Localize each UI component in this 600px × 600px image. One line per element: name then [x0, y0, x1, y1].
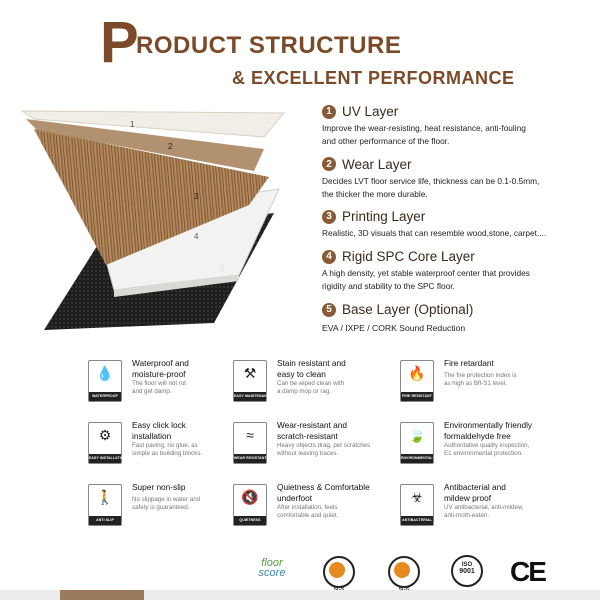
layer-description: A high density, yet stable waterproof center that provides rigidity and stability to the SPC floor. [322, 268, 530, 292]
feature-click-lock [88, 420, 248, 472]
feature-title: Quietness & Comfortable underfoot [277, 482, 370, 503]
feature-description: Can be wiped clean with a damp mop or rag. [277, 380, 345, 396]
page-subtitle: & EXCELLENT PERFORMANCE [232, 68, 515, 88]
page-title: RODUCT STRUCTURE [136, 32, 402, 59]
layer-diagram [14, 105, 314, 335]
page-header [100, 10, 570, 88]
water-drop-icon: 💧 WATERPROOF [88, 360, 122, 402]
ce-mark-logo: CE [510, 556, 545, 587]
diagram-label-3: 3 [194, 192, 199, 201]
sgs-logo [323, 556, 355, 588]
spray-bottle-icon: ⚒ EASY MAINTENANCE [233, 360, 267, 402]
layer-item [322, 249, 594, 293]
feature-title: Easy click lock installation [132, 420, 186, 441]
number-badge: 2 [322, 157, 336, 171]
feature-description: No slippage in water and safety is guaranteed. [132, 496, 201, 512]
feature-stain-resistant [233, 358, 393, 410]
number-badge: 1 [322, 105, 336, 119]
feature-eco-friendly [400, 420, 560, 472]
bottom-strip [0, 590, 600, 600]
feature-antibacterial [400, 482, 560, 534]
layer-item [322, 104, 594, 148]
feature-quietness [233, 482, 393, 534]
layer-title: Rigid SPC Core Layer [342, 249, 475, 265]
diagram-label-5: 5 [220, 264, 225, 273]
number-badge: 4 [322, 250, 336, 264]
layer-description: Improve the wear-resisting, heat resistance, anti-fouling and other performance of the floor. [322, 123, 526, 146]
click-lock-icon: ⚙ EASY INSTALLATION [88, 422, 122, 464]
feature-wear-resistant [233, 420, 393, 472]
layer-title: Base Layer (Optional) [342, 302, 474, 318]
flame-icon: 🔥 FIRE RESISTANT [400, 360, 434, 402]
feature-description: Fast paving, no glue, as simple as building blocks. [132, 442, 203, 458]
feature-description: UV antibacterial, anti-mildew, anti-moth-eaten. [444, 504, 524, 520]
certification-logos [0, 552, 600, 592]
layer-item [322, 302, 594, 335]
scratch-icon: ≈ WEAR RESISTANT [233, 422, 267, 464]
feature-title: Waterproof and moisture-proof [132, 358, 189, 379]
floorscore-logo: floor score [258, 557, 286, 580]
quiet-icon: 🔇 QUIETNESS [233, 484, 267, 526]
feature-title: Super non-slip [132, 482, 186, 492]
iso-9001-logo: ISO 9001 [451, 555, 483, 587]
sgs-logo [388, 556, 420, 588]
feature-title: Antibacterial and mildew proof [444, 482, 506, 503]
feature-description: Heavy objects drag, pet scratches without leaving traces. [277, 442, 371, 458]
layer-item [322, 209, 594, 240]
layer-descriptions [322, 104, 594, 344]
layer-title: UV Layer [342, 104, 399, 119]
feature-title: Environmentally friendly formaldehyde free [444, 420, 533, 441]
feature-description: Authoritative quality inspection, E1 environmental protection. [444, 442, 530, 458]
diagram-label-1: 1 [130, 120, 135, 129]
diagram-label-2: 2 [168, 142, 173, 151]
feature-title: Wear-resistant and scratch-resistant [277, 420, 347, 441]
feature-description: After installation, feels comfortable and quiet. [277, 504, 339, 520]
feature-description: The floor will not rot and get damp. [132, 380, 186, 396]
diagram-label-4: 4 [194, 232, 199, 241]
layer-title: Printing Layer [342, 209, 426, 225]
feature-title: Fire retardant [444, 358, 494, 368]
leaf-icon: 🍃 ENVIRONMENTAL FRIENDLY [400, 422, 434, 464]
title-initial: P [100, 10, 139, 75]
number-badge: 5 [322, 303, 336, 317]
slip-icon: 🚶 ANTI SLIP [88, 484, 122, 526]
feature-fire-retardant [400, 358, 560, 410]
layer-item [322, 157, 594, 201]
bacteria-icon: ☣ ANTIBACTERIAL [400, 484, 434, 526]
feature-waterproof [88, 358, 248, 410]
feature-description: The fire protection index is as high as Bfl-S1 level. [444, 372, 517, 388]
layer-description: EVA / IXPE / CORK Sound Reduction [322, 323, 466, 334]
layer-title: Wear Layer [342, 156, 412, 172]
layer-description: Decides LVT floor service life, thickness can be 0.1-0.5mm, the thicker the more durable. [322, 175, 540, 199]
layer-description: Realistic, 3D visuals that can resemble wood,stone, carpet.... [322, 228, 547, 239]
feature-non-slip [88, 482, 248, 534]
feature-title: Stain resistant and easy to clean [277, 358, 346, 379]
number-badge: 3 [322, 210, 336, 224]
